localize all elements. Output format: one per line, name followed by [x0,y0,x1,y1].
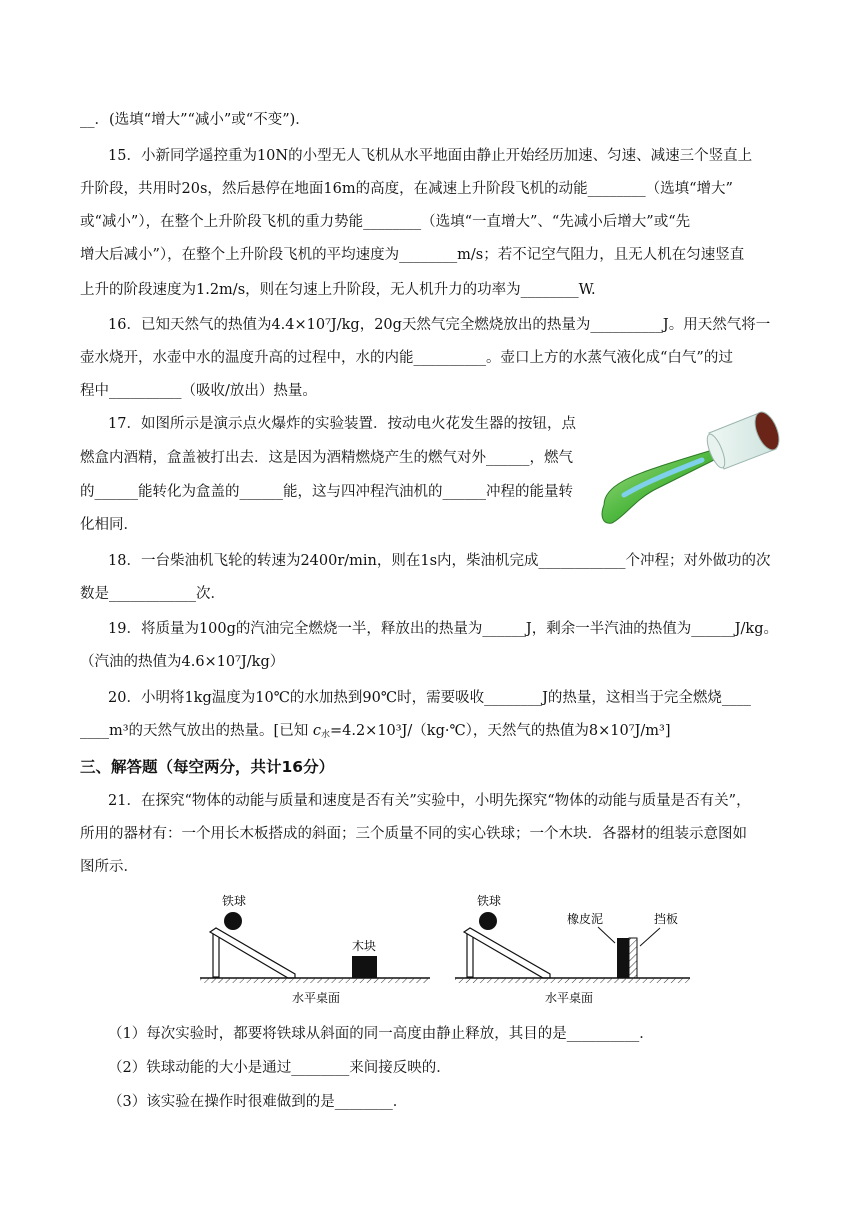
ramp-left [210,928,295,978]
experiment-diagram [200,888,720,1008]
q15-line-3: 或“减小”），在整个上升阶段飞机的重力势能________（选填“一直增大”、“先减小后增大”或“先 [80,214,691,230]
q21-sub-3: （3）该实验在操作时很难做到的是________． [108,1094,408,1110]
q21-sub-2: （2）铁球动能的大小是通过________来间接反映的． [108,1060,451,1076]
ramp-support-right [467,933,473,977]
q17-line-4: 化相同． [80,517,138,533]
q21-sub-1: （1）每次实验时，都要将铁球从斜面的同一高度由静止释放，其目的是__________． [108,1026,654,1042]
q17-line-3: 的______能转化为盒盖的______能，这与四冲程汽油机的______冲程的能量转 [80,484,573,500]
spark-generator-figure [594,405,784,530]
q17-line-1: 17．如图所示是演示点火爆炸的实验装置．按动电火花发生器的按钮，点 [108,416,576,432]
iron-ball-left [224,912,242,930]
block-label: 木块 [352,939,377,953]
baffle-board [629,938,637,978]
ball-label-left: 铁球 [222,894,247,908]
table-surface-left [200,978,430,983]
q18-line-2: 数是____________次． [80,586,225,602]
q17-line-2: 燃盒内酒精，盒盖被打出去．这是因为酒精燃烧产生的燃气对外______，燃气 [80,450,573,466]
q21-line-3: 图所示． [80,859,138,875]
c-water-symbol: c [312,723,321,739]
q15-line-4: 增大后减小”），在整个上升阶段飞机的平均速度为________m/s；若不记空气阻力，且无人机在匀速竖直 [80,247,745,263]
wood-block [352,956,377,978]
diagram-right [455,893,690,1005]
q15-line-2: 升阶段，共用时20s，然后悬停在地面16m的高度，在减速上升阶段飞机的动能________（选填“增大” [80,181,733,197]
table-label-left: 水平桌面 [292,991,341,1005]
c-water-subscript: 水 [320,730,330,740]
diagram-left [200,893,430,1005]
q15-line-5: 上升的阶段速度为1.2m/s，则在匀速上升阶段，无人机升力的功率为________W. [80,282,596,298]
q20-line-2-end: =4.2×10³J/（kg·℃），天然气的热值为8×10⁷J/m³] [329,723,671,739]
q19-line-2: （汽油的热值为4.6×10⁷J/kg） [80,654,285,670]
q16-line-3: 程中__________（吸收/放出）热量。 [80,383,317,399]
putty-block [617,938,629,978]
q15-line-1: 15．小新同学遥控重为10N的小型无人飞机从水平地面由静止开始经历加速、匀速、减速三个竖直上 [108,148,753,164]
q19-line-1: 19．将质量为100g的汽油完全燃烧一半，释放出的热量为______J，剩余一半汽油的热值为______J/kg。 [108,621,778,637]
q16-line-1: 16．已知天然气的热值为4.4×10⁷J/kg，20g天然气完全燃烧放出的热量为__________J。用天然气将一 [108,317,771,333]
q20-line-1: 20．小明将1kg温度为10℃的水加热到90℃时，需要吸收________J的热量，这相当于完全燃烧____ [108,690,751,706]
iron-ball-right [479,912,497,930]
ramp-right [464,928,550,978]
q21-line-2: 所用的器材有：一个用长木板搭成的斜面；三个质量不同的实心铁球；一个木块．各器材的组装示意图如 [80,826,747,842]
putty-label: 橡皮泥 [567,912,604,926]
q21-line-1: 21．在探究“物体的动能与质量和速度是否有关”实验中，小明先探究“物体的动能与质量是否有关”， [108,793,751,809]
ball-label-right: 铁球 [477,894,502,908]
table-surface-right [455,978,690,983]
q18-line-1: 18．一台柴油机飞轮的转速为2400r/min，则在1s内，柴油机完成____________个冲程；对外做功的次 [108,553,771,569]
q20-line-2-start: ____m³的天然气放出的热量。[已知 [80,723,309,739]
ramp-support-left [213,933,219,977]
q16-line-2: 壶水烧开，水壶中水的温度升高的过程中，水的内能__________。壶口上方的水蒸气液化成“白气”的过 [80,350,733,366]
section-heading: 三、解答题（每空两分，共计16分） [80,758,335,776]
board-label: 挡板 [654,912,679,926]
q14-tail: __．(选填“增大”“减小”或“不变”)． [80,112,310,128]
table-label-right: 水平桌面 [545,991,594,1005]
q20-line-2 [80,721,671,745]
